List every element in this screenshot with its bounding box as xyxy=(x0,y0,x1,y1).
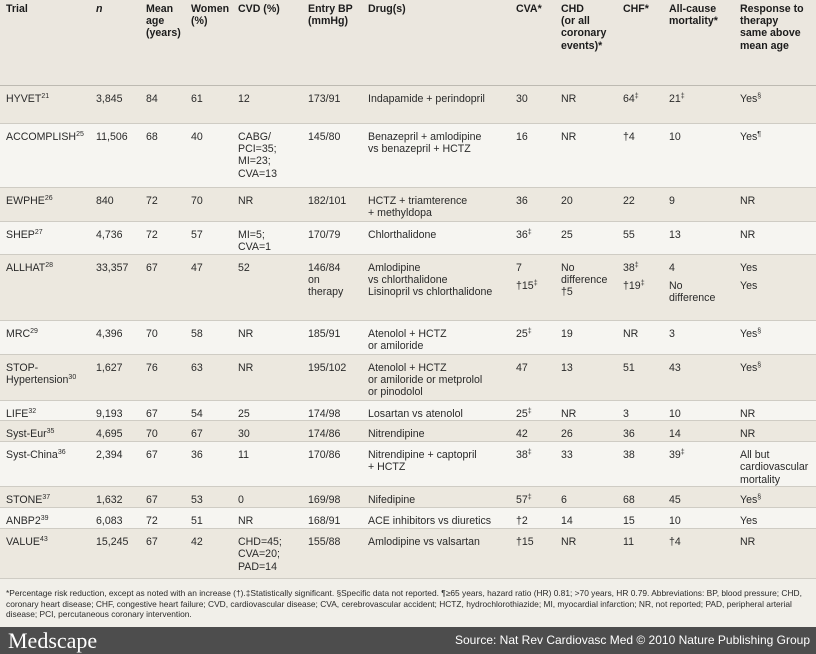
mean-age-value: 72 xyxy=(140,188,185,222)
drugs-value: Nifedipine xyxy=(362,487,510,508)
cva-value: 16 xyxy=(510,124,555,188)
cvd-value: NR xyxy=(232,355,302,401)
drugs-value: Indapamide + perindopril xyxy=(362,86,510,124)
reference-number: 25 xyxy=(76,131,84,138)
n-value: 33,357 xyxy=(90,255,140,321)
drugs-value: Atenolol + HCTZ or amiloride xyxy=(362,321,510,355)
source-credit: Source: Nat Rev Cardiovasc Med © 2010 Nature Publishing Group xyxy=(454,633,810,647)
trial-name: Syst-Eur$^{35}$ xyxy=(0,421,90,442)
reference-number: 37 xyxy=(42,494,51,502)
col-mean-age: Mean age (years) xyxy=(140,0,185,86)
women-value: 51 xyxy=(185,508,232,529)
n-value: 6,083 xyxy=(90,508,140,529)
table-row xyxy=(0,442,816,487)
drugs-value: Nitrendipine xyxy=(362,421,510,442)
n-value: 1,627 xyxy=(90,355,140,401)
mortality-value: 9 xyxy=(663,188,734,222)
footnote: *Percentage risk reduction, except as noted with an increase (†).‡Statistically significant. §Specific data not reported. ¶≥65 years, hazard ratio (HR) 0.81; >70 years, HR 0.79. Abbreviations: BP, blood pressure; CHD, coronary heart disease; CHF, congestive heart failure; CVD, cardiovascular disease; CVA, cerebrovascular accident; HCTZ, hydrochlorothiazide; MI, myocardial infarction; NR, not reported; PAD, peripheral arterial disease; PCI, percutaneous coronary intervention. xyxy=(6,588,802,620)
mortality-value: 10 xyxy=(663,508,734,529)
chf-value: 55 xyxy=(617,222,663,255)
response-value: Yes§ xyxy=(734,355,816,401)
chd-value: 6 xyxy=(555,487,617,508)
women-value: 40 xyxy=(185,124,232,188)
col-response: Response to therapy same above mean age xyxy=(734,0,816,86)
col-chd: CHD (or all coronary events)* xyxy=(555,0,617,86)
col-chf: CHF* xyxy=(617,0,663,86)
mortality-value: 10 xyxy=(663,124,734,188)
reference-number: 36 xyxy=(57,449,66,457)
trial-name: ACCOMPLISH$^{25}$ xyxy=(0,124,90,188)
response-value: NR xyxy=(734,222,816,255)
drugs-value: Losartan vs atenolol xyxy=(362,401,510,421)
n-value: 3,845 xyxy=(90,86,140,124)
trial-name: LIFE$^{32}$ xyxy=(0,401,90,421)
mortality-value: 14 xyxy=(663,421,734,442)
mean-age-value: 84 xyxy=(140,86,185,124)
drugs-value: Amlodipine vs valsartan xyxy=(362,529,510,579)
chf-value: 64‡ xyxy=(617,86,663,124)
drugs-value: HCTZ + triamterence + methyldopa xyxy=(362,188,510,222)
cva-value: 36‡ xyxy=(510,222,555,255)
col-entry-bp: Entry BP (mmHg) xyxy=(302,0,362,86)
mortality-value: †4 xyxy=(663,529,734,579)
women-value: 63 xyxy=(185,355,232,401)
table-row xyxy=(0,529,816,579)
women-value: 58 xyxy=(185,321,232,355)
drugs-value: ACE inhibitors vs diuretics xyxy=(362,508,510,529)
cvd-value: MI=5; CVA=1 xyxy=(232,222,302,255)
mean-age-value: 67 xyxy=(140,529,185,579)
table-row xyxy=(0,222,816,255)
mean-age-value: 67 xyxy=(140,487,185,508)
chf-value: 22 xyxy=(617,188,663,222)
drugs-value: Amlodipine vs chlorthalidone Lisinopril vs chlorthalidone xyxy=(362,255,510,321)
mean-age-value: 67 xyxy=(140,442,185,487)
response-value: Yes¶ xyxy=(734,124,816,188)
table-row xyxy=(0,321,816,355)
col-mortality: All-cause mortality* xyxy=(663,0,734,86)
n-value: 15,245 xyxy=(90,529,140,579)
mortality-value: 43 xyxy=(663,355,734,401)
col-women: Women (%) xyxy=(185,0,232,86)
women-value: 57 xyxy=(185,222,232,255)
entry-bp-value: 174/86 xyxy=(302,421,362,442)
cva-value: 30 xyxy=(510,86,555,124)
chd-value: 33 xyxy=(555,442,617,487)
response-value: Yes xyxy=(734,508,816,529)
cva-value: 25‡ xyxy=(510,401,555,421)
n-value: 840 xyxy=(90,188,140,222)
women-value: 36 xyxy=(185,442,232,487)
mean-age-value: 76 xyxy=(140,355,185,401)
table-row xyxy=(0,86,816,124)
col-trial: Trial xyxy=(0,0,90,86)
entry-bp-value: 145/80 xyxy=(302,124,362,188)
women-value: 47 xyxy=(185,255,232,321)
drugs-value: Chlorthalidone xyxy=(362,222,510,255)
mean-age-value: 70 xyxy=(140,421,185,442)
mortality-value: 21‡ xyxy=(663,86,734,124)
cvd-value: CABG/ PCI=35; MI=23; CVA=13 xyxy=(232,124,302,188)
chf-value: 11 xyxy=(617,529,663,579)
response-value: NR xyxy=(734,421,816,442)
cva-value: 57‡ xyxy=(510,487,555,508)
response-value: Yes§ xyxy=(734,321,816,355)
chf-value: 68 xyxy=(617,487,663,508)
women-value: 53 xyxy=(185,487,232,508)
cvd-value: 12 xyxy=(232,86,302,124)
chd-value: NR xyxy=(555,86,617,124)
cvd-value: 11 xyxy=(232,442,302,487)
mean-age-value: 67 xyxy=(140,255,185,321)
entry-bp-value: 174/98 xyxy=(302,401,362,421)
table-row xyxy=(0,401,816,421)
chd-value: 14 xyxy=(555,508,617,529)
col-n: n xyxy=(90,0,140,86)
response-value: NR xyxy=(734,401,816,421)
reference-number: 29 xyxy=(30,328,38,335)
mean-age-value: 72 xyxy=(140,222,185,255)
chf-value: 3 xyxy=(617,401,663,421)
drugs-value: Atenolol + HCTZ or amiloride or metprolol or pinodolol xyxy=(362,355,510,401)
chd-value: 26 xyxy=(555,421,617,442)
table-row xyxy=(0,188,816,222)
chd-value: 13 xyxy=(555,355,617,401)
reference-number: 26 xyxy=(44,195,53,202)
n-value: 9,193 xyxy=(90,401,140,421)
entry-bp-value: 169/98 xyxy=(302,487,362,508)
cvd-value: NR xyxy=(232,188,302,222)
chf-value: 38‡ †19‡ xyxy=(617,255,663,321)
table-row xyxy=(0,124,816,188)
entry-bp-value: 170/86 xyxy=(302,442,362,487)
drugs-value: Benazepril + amlodipine vs benazepril + HCTZ xyxy=(362,124,510,188)
n-value: 2,394 xyxy=(90,442,140,487)
entry-bp-value: 195/102 xyxy=(302,355,362,401)
chf-value: 15 xyxy=(617,508,663,529)
chd-value: 20 xyxy=(555,188,617,222)
cvd-value: 0 xyxy=(232,487,302,508)
reference-number: 32 xyxy=(28,408,37,415)
n-value: 1,632 xyxy=(90,487,140,508)
table-row xyxy=(0,508,816,529)
chd-value: No difference †5 xyxy=(555,255,617,321)
cvd-value: NR xyxy=(232,508,302,529)
cva-value: 7 †15‡ xyxy=(510,255,555,321)
cvd-value: 25 xyxy=(232,401,302,421)
table-row xyxy=(0,255,816,321)
trial-name: STOP- Hypertension$^{30}$ xyxy=(0,355,90,401)
cvd-value: 52 xyxy=(232,255,302,321)
cvd-value: NR xyxy=(232,321,302,355)
trial-name: HYVET$^{21}$ xyxy=(0,86,90,124)
cva-value: 38‡ xyxy=(510,442,555,487)
trial-name: $ANBP2^{39}$ xyxy=(0,508,90,529)
chf-value: NR xyxy=(617,321,663,355)
chf-value: †4 xyxy=(617,124,663,188)
drugs-value: Nitrendipine + captopril + HCTZ xyxy=(362,442,510,487)
n-value: 4,695 xyxy=(90,421,140,442)
chd-value: NR xyxy=(555,529,617,579)
table-row xyxy=(0,355,816,401)
reference-number: 21 xyxy=(41,93,50,100)
cva-value: †15 xyxy=(510,529,555,579)
trial-name: VALUE$^{43}$ xyxy=(0,529,90,579)
medscape-logo: Medscape xyxy=(8,628,98,653)
reference-number: 28 xyxy=(45,262,54,269)
chf-value: 36 xyxy=(617,421,663,442)
entry-bp-value: 168/91 xyxy=(302,508,362,529)
cva-value: †2 xyxy=(510,508,555,529)
women-value: 70 xyxy=(185,188,232,222)
women-value: 61 xyxy=(185,86,232,124)
n-value: 4,396 xyxy=(90,321,140,355)
chd-value: NR xyxy=(555,124,617,188)
reference-number: 35 xyxy=(46,428,55,436)
trial-name: EWPHE$^{26}$ xyxy=(0,188,90,222)
reference-number: 39 xyxy=(40,515,49,523)
response-value: All but cardiovascular mortality xyxy=(734,442,816,487)
mortality-value: 4 No difference xyxy=(663,255,734,321)
chf-value: 38 xyxy=(617,442,663,487)
mortality-value: 13 xyxy=(663,222,734,255)
entry-bp-value: 173/91 xyxy=(302,86,362,124)
table-row xyxy=(0,487,816,508)
chd-value: 19 xyxy=(555,321,617,355)
n-value: 11,506 xyxy=(90,124,140,188)
trial-name: Syst-China$^{36}$ xyxy=(0,442,90,487)
entry-bp-value: 182/101 xyxy=(302,188,362,222)
footer-bar xyxy=(0,627,816,654)
reference-number: 43 xyxy=(39,536,48,544)
trial-name: SHEP$^{27}$ xyxy=(0,222,90,255)
response-value: NR xyxy=(734,529,816,579)
trial-name: ALLHAT$^{28}$ xyxy=(0,255,90,321)
cva-value: 42 xyxy=(510,421,555,442)
mortality-value: 10 xyxy=(663,401,734,421)
cva-value: 25‡ xyxy=(510,321,555,355)
trial-name: STONE$^{37}$ xyxy=(0,487,90,508)
n-value: 4,736 xyxy=(90,222,140,255)
cvd-value: CHD=45; CVA=20; PAD=14 xyxy=(232,529,302,579)
reference-number: 30 xyxy=(68,374,77,382)
col-cva: CVA* xyxy=(510,0,555,86)
entry-bp-value: 185/91 xyxy=(302,321,362,355)
mean-age-value: 72 xyxy=(140,508,185,529)
col-drugs: Drug(s) xyxy=(362,0,510,86)
mean-age-value: 70 xyxy=(140,321,185,355)
cva-value: 47 xyxy=(510,355,555,401)
women-value: 67 xyxy=(185,421,232,442)
chf-value: 51 xyxy=(617,355,663,401)
mean-age-value: 68 xyxy=(140,124,185,188)
entry-bp-value: 155/88 xyxy=(302,529,362,579)
response-value: Yes§ xyxy=(734,487,816,508)
chd-value: 25 xyxy=(555,222,617,255)
header-row xyxy=(0,0,816,86)
mean-age-value: 67 xyxy=(140,401,185,421)
women-value: 54 xyxy=(185,401,232,421)
chd-value: NR xyxy=(555,401,617,421)
response-value: Yes Yes xyxy=(734,255,816,321)
table-row xyxy=(0,421,816,442)
women-value: 42 xyxy=(185,529,232,579)
mortality-value: 3 xyxy=(663,321,734,355)
col-cvd: CVD (%) xyxy=(232,0,302,86)
trial-name: MRC$^{29}$ xyxy=(0,321,90,355)
response-value: Yes§ xyxy=(734,86,816,124)
mortality-value: 45 xyxy=(663,487,734,508)
cva-value: 36 xyxy=(510,188,555,222)
reference-number: 27 xyxy=(34,229,43,236)
cvd-value: 30 xyxy=(232,421,302,442)
entry-bp-value: 146/84 on therapy xyxy=(302,255,362,321)
response-value: NR xyxy=(734,188,816,222)
entry-bp-value: 170/79 xyxy=(302,222,362,255)
mortality-value: 39‡ xyxy=(663,442,734,487)
